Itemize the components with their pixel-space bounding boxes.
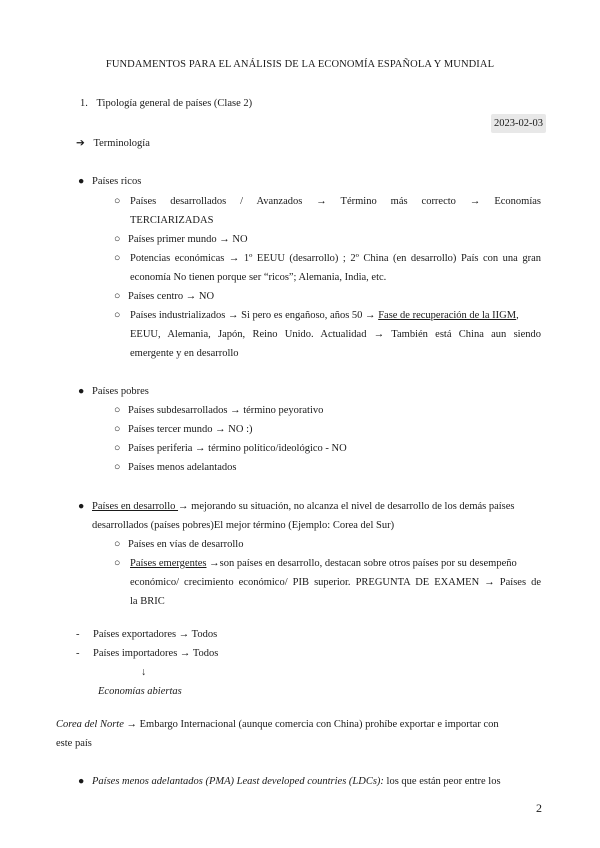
ricos-item-c-line1: Potencias económicas → 1º EEUU (desarrollo) ; 2º China (en desarrollo) País con una gran	[130, 253, 541, 264]
arrow-right-icon: ➔	[76, 138, 85, 149]
paises-en-desarrollo-link[interactable]: Países en desarrollo	[92, 501, 179, 512]
list-item	[114, 287, 214, 306]
bullet-hollow-icon: ○	[114, 558, 121, 569]
list-item	[114, 401, 323, 420]
en-desarrollo-line1	[92, 497, 515, 516]
list-item	[114, 249, 128, 268]
list-item-text: → Embargo Internacional (aunque comercia con China) prohíbe exportar e importar con	[123, 719, 499, 730]
emergentes-line3: la BRIC	[130, 596, 165, 607]
bullet-hollow-icon: ○	[114, 539, 121, 550]
list-item-text: Países importadores → Todos	[93, 648, 219, 659]
bullet-hollow-icon: ○	[114, 196, 121, 207]
list-item-text: Países tercer mundo → NO :)	[128, 424, 253, 435]
ricos-item-e-line1	[130, 306, 519, 325]
pma-line	[92, 772, 544, 791]
corea-line1	[56, 715, 544, 734]
page-number: 2	[536, 801, 542, 815]
bullet-hollow-icon: ○	[114, 291, 121, 302]
list-item	[114, 192, 128, 211]
bullet-hollow-icon: ○	[114, 234, 121, 245]
section-text: Tipología general de países (Clase 2)	[96, 98, 253, 109]
document-title: FUNDAMENTOS PARA EL ANÁLISIS DE LA ECONOMÍA ESPAÑOLA Y MUNDIAL	[105, 59, 495, 70]
bullet-hollow-icon: ○	[114, 405, 121, 416]
pma-italic: Países menos adelantados (PMA) Least developed countries (LDCs):	[92, 776, 384, 787]
ricos-item-e-line3: emergente y en desarrollo	[130, 348, 239, 359]
list-item	[76, 625, 217, 644]
list-item-text: Países industrializados → Si pero es engañoso, años 50 →	[130, 310, 379, 321]
emergentes-line2: económico/ crecimiento económico/ PIB superior. PREGUNTA DE EXAMEN → Países de	[130, 577, 541, 588]
list-item-text: →son países en desarrollo, destacan sobre otros países por su desempeño	[206, 558, 517, 569]
list-item	[76, 644, 218, 663]
section-number: 1.	[80, 98, 88, 109]
dash-marker: -	[76, 648, 80, 659]
bullet-hollow-icon: ○	[114, 424, 121, 435]
list-item	[114, 230, 248, 249]
terminology-label: Terminología	[93, 138, 150, 149]
ricos-heading: Países ricos	[92, 176, 142, 187]
terminology-heading	[76, 134, 150, 153]
list-item-text: Países en vías de desarrollo	[128, 539, 244, 550]
en-desarrollo-line2: desarrollados (países pobres)El mejor término (Ejemplo: Corea del Sur)	[92, 520, 395, 531]
list-item	[78, 172, 141, 191]
bullet-filled-icon: ●	[78, 176, 85, 187]
list-item-text: ,	[516, 310, 519, 321]
list-item-text: Países periferia → término político/ideológico - NO	[128, 443, 347, 454]
list-item-text: los que están peor entre los	[383, 776, 501, 787]
paises-emergentes-link[interactable]: Países emergentes	[130, 558, 207, 569]
list-item	[114, 535, 243, 554]
corea-line2: este país	[56, 738, 92, 749]
emergentes-line1	[130, 554, 517, 573]
list-item	[78, 497, 92, 516]
bullet-filled-icon: ●	[78, 501, 85, 512]
list-item	[114, 439, 347, 458]
list-item	[78, 772, 92, 791]
bullet-hollow-icon: ○	[114, 310, 121, 321]
dash-marker: -	[76, 629, 80, 640]
list-item-text: Países centro → NO	[128, 291, 215, 302]
fase-recuperacion-link[interactable]: Fase de recuperación de la IIGM	[378, 310, 517, 321]
bullet-hollow-icon: ○	[114, 253, 121, 264]
bullet-hollow-icon: ○	[114, 443, 121, 454]
section-heading	[80, 94, 252, 113]
list-item-text: → mejorando su situación, no alcanza el nivel de desarrollo de los demás países	[178, 501, 515, 512]
list-item-text: Países exportadores → Todos	[93, 629, 218, 640]
list-item-text: Países menos adelantados	[128, 462, 237, 473]
pobres-heading: Países pobres	[92, 386, 149, 397]
list-item	[78, 382, 149, 401]
arrow-down-icon: ↓	[141, 667, 147, 678]
corea-italic: Corea del Norte	[56, 719, 124, 730]
ricos-item-a-line1: Países desarrollados / Avanzados → Término más correcto → Economías	[130, 196, 541, 207]
list-item	[114, 554, 128, 573]
list-item	[114, 458, 236, 477]
list-item	[114, 420, 253, 439]
bullet-filled-icon: ●	[78, 386, 85, 397]
list-item-text: Países subdesarrollados → término peyorativo	[128, 405, 324, 416]
ricos-item-c-line2: economía No tienen porque ser “ricos”; Alemania, India, etc.	[130, 272, 387, 283]
bullet-filled-icon: ●	[78, 776, 85, 787]
date-chip[interactable]: 2023-02-03	[491, 114, 546, 133]
bullet-hollow-icon: ○	[114, 462, 121, 473]
list-item	[114, 306, 128, 325]
list-item-text: Países primer mundo → NO	[128, 234, 248, 245]
economias-abiertas: Economías abiertas	[98, 686, 182, 697]
ricos-item-a-line2: TERCIARIZADAS	[130, 215, 214, 226]
ricos-item-e-line2: EEUU, Alemania, Japón, Reino Unido. Actualidad → También está China aun siendo	[130, 329, 541, 340]
